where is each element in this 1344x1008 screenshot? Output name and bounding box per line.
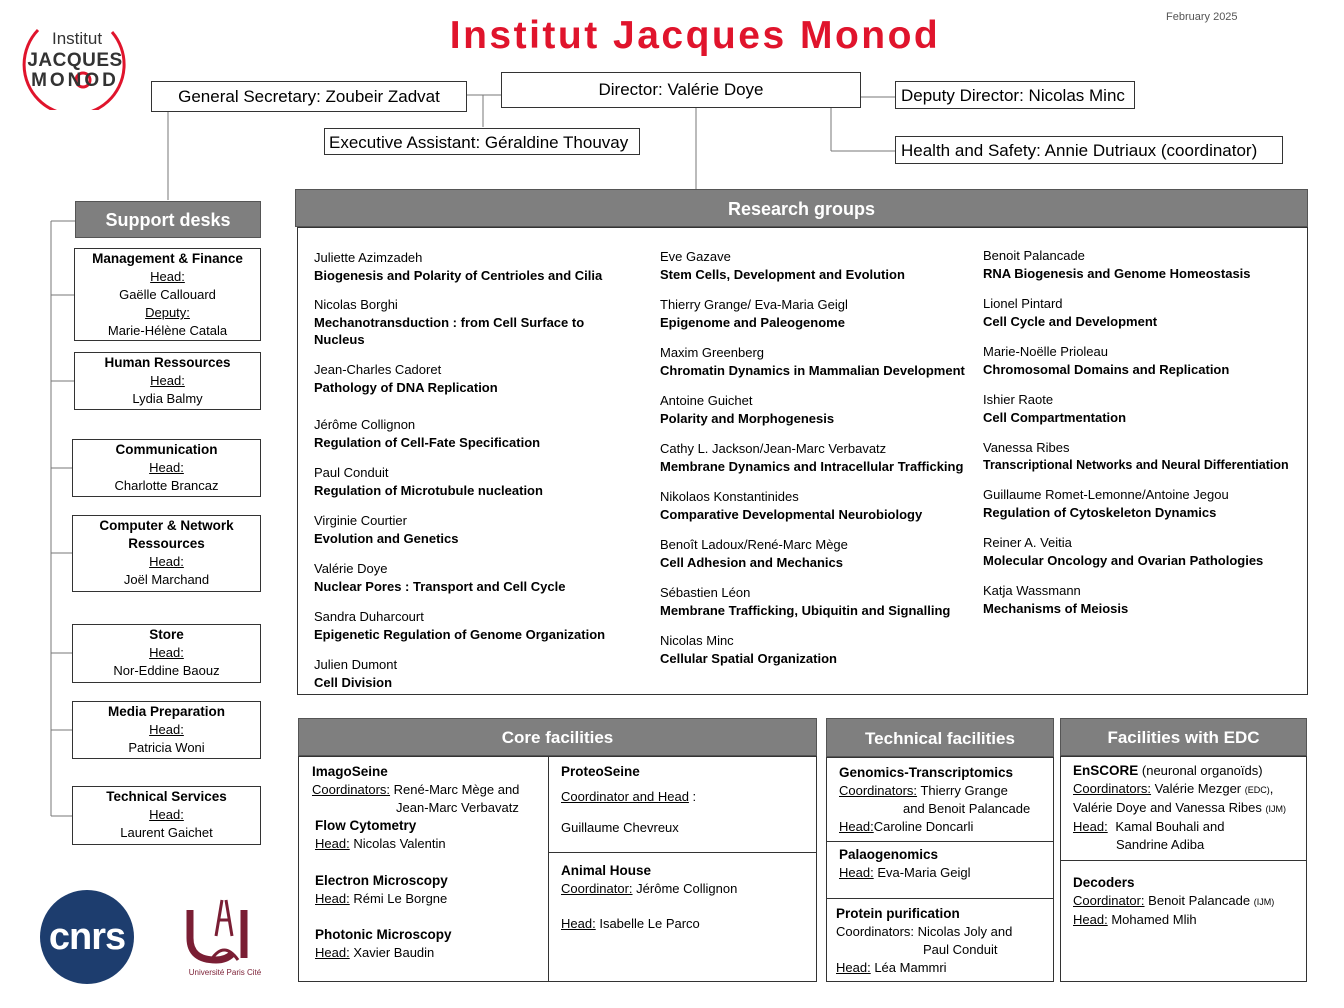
group-name: Regulation of Cell-Fate Specification — [314, 434, 541, 450]
desk-name: Computer & Network Ressources — [99, 518, 234, 551]
coordinator-label: Coordinator: — [1073, 893, 1145, 908]
director-box: Director: Valérie Doye — [501, 72, 861, 108]
role-person: Marie-Hélène Catala — [107, 323, 228, 338]
head-label: Head: — [836, 960, 871, 975]
role-label: Head: — [149, 460, 184, 475]
group-name: Chromatin Dynamics in Mammalian Development — [660, 362, 965, 378]
research-entry — [660, 392, 980, 440]
pi-name: Sébastien Léon — [660, 585, 751, 600]
genomics-block — [839, 764, 1051, 836]
group-name: Comparative Developmental Neurobiology — [660, 506, 923, 522]
role-person: Nor-Eddine Baouz — [113, 663, 220, 678]
group-name: Chromosomal Domains and Replication — [983, 361, 1230, 377]
head-name: Caroline Doncarli — [873, 819, 974, 834]
pi-name: Jean-Charles Cadoret — [314, 362, 442, 377]
research-entry — [983, 439, 1301, 486]
pi-name: Benoît Ladoux/René-Marc Mège — [660, 537, 848, 552]
group-name: Nuclear Pores : Transport and Cell Cycle — [314, 578, 566, 594]
facility-name: Palaogenomics — [839, 847, 939, 862]
pi-name: Guillaume Romet-Lemonne/Antoine Jegou — [983, 487, 1229, 502]
group-name: Regulation of Microtubule nucleation — [314, 482, 543, 498]
imagoseine-block — [312, 763, 544, 817]
deputy-director-box: Deputy Director: Nicolas Minc — [895, 81, 1135, 109]
desk-technical-services — [72, 786, 261, 845]
pi-name: Thierry Grange/ Eva-Maria Geigl — [660, 297, 848, 312]
research-entry — [314, 560, 634, 608]
desk-name: Store — [149, 627, 184, 642]
research-entry — [660, 344, 980, 392]
role-label: Head: — [149, 807, 184, 822]
logo-institut: Institut — [52, 29, 103, 48]
head-name: Nicolas Valentin — [353, 836, 446, 851]
facility-subtitle: (neuronal organoïds) — [1141, 763, 1263, 778]
group-name: Cellular Spatial Organization — [660, 650, 837, 666]
ijm-tag: (IJM) — [1253, 897, 1275, 907]
ijm-tag: (IJM) — [1265, 804, 1286, 814]
role-person: Joël Marchand — [123, 572, 210, 587]
pi-name: Jérôme Collignon — [314, 417, 416, 432]
facility-name: Genomics-Transcriptomics — [839, 765, 1014, 780]
page-title: Institut Jacques Monod — [449, 14, 941, 57]
research-entry — [660, 632, 980, 672]
upc-logo-text: Université Paris Cité — [188, 968, 262, 977]
research-entry — [660, 584, 980, 632]
research-entry — [314, 361, 634, 416]
pi-name: Antoine Guichet — [660, 393, 753, 408]
pi-name: Nikolaos Konstantinides — [660, 489, 799, 504]
head-name: Isabelle Le Parco — [599, 916, 700, 931]
core-facilities-header: Core facilities — [298, 718, 817, 756]
coordinator-names-2: Jean-Marc Verbavatz — [396, 800, 519, 815]
edc-tag: (EDC) — [1244, 785, 1270, 795]
research-col-3 — [983, 247, 1301, 622]
group-name: Stem Cells, Development and Evolution — [660, 266, 905, 282]
role-label: Head: — [149, 645, 184, 660]
coordinator-label: Coordinator: — [561, 881, 633, 896]
head-name: Kamal Bouhali and — [1115, 819, 1225, 834]
facility-name: Flow Cytometry — [315, 818, 417, 833]
group-name: Evolution and Genetics — [314, 530, 459, 546]
research-entry — [314, 416, 634, 464]
role-person: Lydia Balmy — [132, 391, 203, 406]
role-person: Patricia Woni — [128, 740, 205, 755]
head-name: Léa Mammri — [874, 960, 947, 975]
facility-name: EnSCORE — [1073, 763, 1139, 778]
pi-name: Benoit Palancade — [983, 248, 1085, 263]
pi-name: Juliette Azimzadeh — [314, 250, 423, 265]
head-name-2: Sandrine Adiba — [1116, 837, 1205, 852]
pi-name: Valérie Doye — [314, 561, 388, 576]
coordinator-name: Valérie Mezger — [1154, 781, 1242, 796]
pi-name: Eve Gazave — [660, 249, 731, 264]
desk-name: Management & Finance — [92, 251, 243, 266]
executive-assistant-box: Executive Assistant: Géraldine Thouvay — [324, 128, 640, 155]
role-label: Head: — [149, 554, 184, 569]
research-col-1 — [314, 249, 634, 696]
research-entry — [314, 249, 634, 296]
coordinator-name: Guillaume Chevreux — [561, 820, 679, 835]
proteoseine-block — [561, 763, 811, 837]
research-entry — [983, 582, 1301, 622]
head-label: Head: — [1073, 912, 1108, 927]
group-name: Membrane Dynamics and Intracellular Trafficking — [660, 458, 964, 474]
role-person: Gaëlle Callouard — [119, 287, 216, 302]
group-name: Polarity and Morphogenesis — [660, 410, 835, 426]
facility-name: Animal House — [561, 863, 652, 878]
general-secretary-box: General Secretary: Zoubeir Zadvat — [151, 81, 467, 112]
group-name: Cell Adhesion and Mechanics — [660, 554, 844, 570]
group-name: Mechanisms of Meiosis — [983, 600, 1129, 616]
pi-name: Ishier Raote — [983, 392, 1054, 407]
research-entry — [314, 512, 634, 560]
coordinators-line-2: Paul Conduit — [923, 942, 998, 957]
coordinator-head-label: Coordinator and Head — [561, 789, 689, 804]
head-label: Head: — [315, 891, 350, 906]
head-label: Head: — [839, 819, 874, 834]
group-name: Epigenetic Regulation of Genome Organization — [314, 626, 606, 642]
facility-name: Photonic Microscopy — [315, 927, 452, 942]
research-entry — [314, 656, 634, 696]
research-entry — [314, 296, 634, 361]
role-label: Head: — [149, 722, 184, 737]
research-entry — [983, 343, 1301, 391]
facility-name: Electron Microscopy — [315, 873, 448, 888]
coordinator-name: Jérôme Collignon — [636, 881, 738, 896]
pi-name: Reiner A. Veitia — [983, 535, 1072, 550]
group-name: Regulation of Cytoskeleton Dynamics — [983, 504, 1217, 520]
protein-purification-block — [836, 905, 1051, 977]
facility-name: Decoders — [1073, 875, 1135, 890]
head-name: Rémi Le Borgne — [353, 891, 448, 906]
group-name: RNA Biogenesis and Genome Homeostasis — [983, 265, 1251, 281]
research-entry — [983, 534, 1301, 582]
coordinator-names: Thierry Grange — [920, 783, 1008, 798]
technical-facilities-header: Technical facilities — [826, 718, 1054, 757]
research-col-2 — [660, 248, 980, 672]
ijm-logo — [16, 10, 134, 110]
coordinator-names-2: and Benoit Palancade — [903, 801, 1031, 816]
group-name: Pathology of DNA Replication — [314, 379, 498, 395]
pi-name: Maxim Greenberg — [660, 345, 765, 360]
pi-name: Sandra Duharcourt — [314, 609, 424, 624]
pi-name: Nicolas Borghi — [314, 297, 398, 312]
label-colon: : — [692, 789, 697, 804]
role-label: Head: — [150, 373, 185, 388]
flow-cytometry-block — [315, 817, 545, 853]
electron-microscopy-block — [315, 872, 545, 908]
support-desks-header: Support desks — [75, 201, 261, 238]
desk-communication — [72, 439, 261, 497]
edc-facilities-header: Facilities with EDC — [1060, 718, 1307, 756]
date-label: February 2025 — [1166, 11, 1238, 23]
research-entry — [983, 295, 1301, 343]
head-name: Eva-Maria Geigl — [877, 865, 971, 880]
group-name: Epigenome and Paleogenome — [660, 314, 845, 330]
head-label: Head: — [839, 865, 874, 880]
pi-name: Virginie Courtier — [314, 513, 407, 528]
health-safety-box: Health and Safety: Annie Dutriaux (coordinator) — [895, 136, 1283, 164]
desk-name: Human Ressources — [104, 355, 231, 370]
group-name: Transcriptional Networks and Neural Differentiation — [983, 457, 1289, 472]
role-label: Deputy: — [145, 305, 190, 320]
coordinators-label: Coordinators: — [1073, 781, 1152, 796]
research-entry — [660, 440, 980, 488]
research-entry — [983, 247, 1301, 295]
desk-name: Communication — [115, 442, 218, 457]
pi-name: Nicolas Minc — [660, 633, 734, 648]
desk-name: Media Preparation — [107, 704, 226, 719]
research-entry — [983, 486, 1301, 534]
head-label: Head: — [1073, 819, 1108, 834]
group-name: Biogenesis and Polarity of Centrioles and Cilia — [314, 267, 603, 283]
group-name: Membrane Trafficking, Ubiquitin and Signalling — [660, 602, 951, 618]
upc-logo-icon — [186, 896, 262, 966]
pi-name: Cathy L. Jackson/Jean-Marc Verbavatz — [660, 441, 887, 456]
research-entry — [660, 536, 980, 584]
research-entry — [660, 488, 980, 536]
pi-name: Vanessa Ribes — [983, 440, 1070, 455]
animal-house-block — [561, 862, 811, 933]
coordinator-names-2: Valérie Doye and Vanessa Ribes — [1073, 800, 1262, 815]
group-name: Cell Compartmentation — [983, 409, 1127, 425]
desk-computer-network — [72, 515, 261, 592]
pi-name: Paul Conduit — [314, 465, 389, 480]
facility-name: ProteoSeine — [561, 764, 640, 779]
coordinator-comma: , — [1269, 781, 1274, 796]
head-name: Xavier Baudin — [353, 945, 435, 960]
desk-management-finance — [74, 248, 261, 341]
logo-monod: MONOD — [31, 70, 119, 91]
coordinator-names: René-Marc Mège and — [393, 782, 520, 797]
coordinators-line: Coordinators: Nicolas Joly and — [836, 924, 1013, 939]
role-person: Laurent Gaichet — [120, 825, 213, 840]
role-person: Charlotte Brancaz — [114, 478, 219, 493]
coordinators-label: Coordinators: — [312, 782, 391, 797]
head-name: Mohamed Mlih — [1111, 912, 1197, 927]
research-entry — [983, 391, 1301, 439]
desk-store — [72, 624, 261, 683]
pi-name: Katja Wassmann — [983, 583, 1081, 598]
cnrs-logo: cnrs — [40, 890, 134, 984]
research-groups-header: Research groups — [295, 189, 1308, 227]
pi-name: Julien Dumont — [314, 657, 398, 672]
desk-media-preparation — [72, 701, 261, 759]
coordinator-name: Benoit Palancade — [1148, 893, 1251, 908]
enscore-block — [1073, 762, 1305, 854]
pi-name: Lionel Pintard — [983, 296, 1063, 311]
coordinators-label: Coordinators: — [839, 783, 918, 798]
group-name: Cell Cycle and Development — [983, 313, 1158, 329]
head-label: Head: — [561, 916, 596, 931]
research-entry — [314, 464, 634, 512]
facility-name: ImagoSeine — [312, 764, 388, 779]
research-entry — [314, 608, 634, 656]
photonic-microscopy-block — [315, 926, 545, 962]
facility-name: Protein purification — [836, 906, 960, 921]
pi-name: Marie-Noëlle Prioleau — [983, 344, 1108, 359]
research-entry — [660, 296, 980, 344]
decoders-block — [1073, 874, 1305, 929]
desk-human-ressources — [74, 352, 261, 410]
group-name: Molecular Oncology and Ovarian Pathologies — [983, 552, 1264, 568]
palaeogenomics-block — [839, 846, 1051, 882]
logo-jacques: JACQUES — [27, 50, 123, 71]
role-label: Head: — [150, 269, 185, 284]
group-name: Mechanotransduction : from Cell Surface to Nucleus — [314, 314, 585, 347]
desk-name: Technical Services — [106, 789, 227, 804]
head-label: Head: — [315, 945, 350, 960]
head-label: Head: — [315, 836, 350, 851]
research-entry — [660, 248, 980, 296]
group-name: Cell Division — [314, 674, 393, 690]
